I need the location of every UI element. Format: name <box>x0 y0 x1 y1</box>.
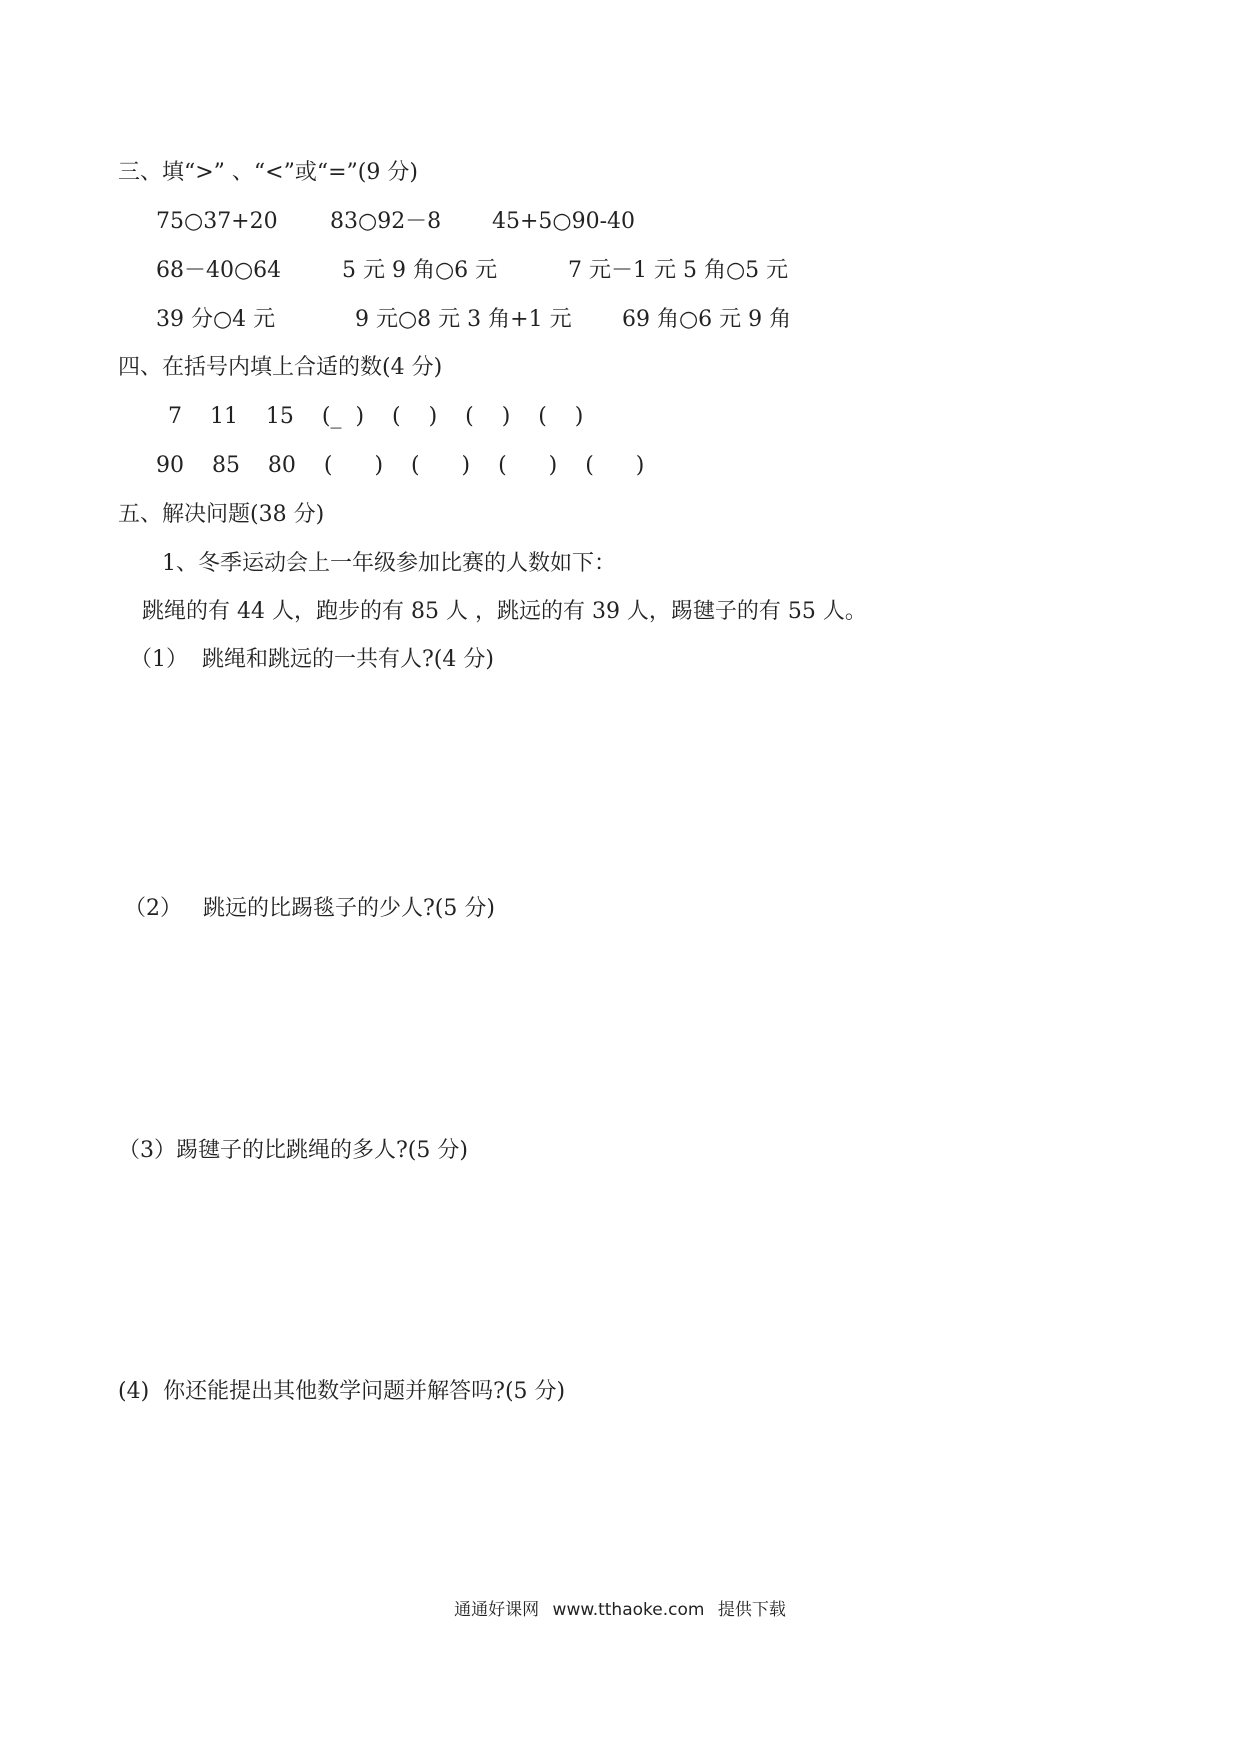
compare-item: 7 元－1 元 5 角○5 元 <box>568 258 789 283</box>
question-3: （3）踢毽子的比跳绳的多人?(5 分) <box>118 1138 468 1163</box>
footer-site-name: 通通好课网 <box>454 1600 540 1620</box>
section-4-heading: 四、在括号内填上合适的数(4 分) <box>118 355 443 380</box>
compare-item: 45+5○90-40 <box>492 209 636 234</box>
section-3-heading: 三、填“>” 、“<”或“=”(9 分) <box>118 160 418 185</box>
section-5-heading: 五、解决问题(38 分) <box>118 502 325 527</box>
problem-intro: 1、冬季运动会上一年级参加比赛的人数如下： <box>162 551 616 576</box>
question-2: （2） 跳远的比踢毯子的少人?(5 分) <box>124 896 495 921</box>
problem-data: 跳绳的有 44 人，跑步的有 85 人 ，跳远的有 39 人，踢毽子的有 55 人。 <box>142 599 867 624</box>
compare-item: 9 元○8 元 3 角+1 元 <box>355 307 572 332</box>
compare-item: 69 角○6 元 9 角 <box>622 307 792 332</box>
compare-item: 39 分○4 元 <box>156 307 276 332</box>
footer-suffix: 提供下载 <box>717 1600 786 1620</box>
question-1: （1） 跳绳和跳远的一共有人?(4 分) <box>130 647 494 672</box>
footer-url[interactable]: www.tthaoke.com <box>552 1600 705 1620</box>
compare-item: 83○92－8 <box>330 209 442 234</box>
compare-item: 75○37+20 <box>156 209 278 234</box>
compare-item: 68－40○64 <box>156 258 282 283</box>
number-sequence-1: 7 11 15 (_ ) ( ) ( ) ( ) <box>168 404 584 429</box>
question-4: (4) 你还能提出其他数学问题并解答吗?(5 分) <box>118 1379 566 1404</box>
footer <box>0 1595 1240 1620</box>
number-sequence-2: 90 85 80 ( ) ( ) ( ) ( ) <box>156 453 645 478</box>
compare-item: 5 元 9 角○6 元 <box>342 258 498 283</box>
